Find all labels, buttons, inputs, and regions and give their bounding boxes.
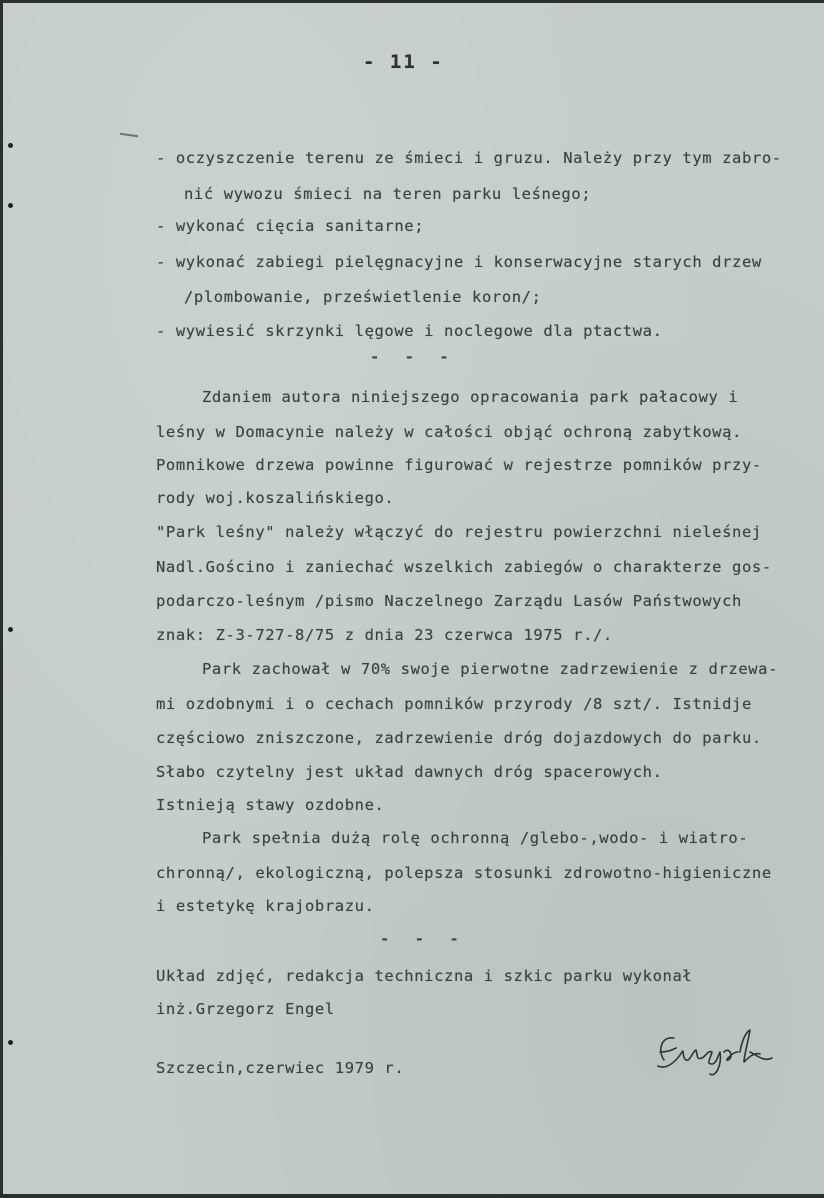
text-line: Park spełnia dużą rolę ochronną /glebo-,wodo- i wiatro- bbox=[202, 829, 749, 847]
page-number: - 11 - bbox=[363, 51, 444, 73]
text-line: Park zachował w 70% swoje pierwotne zadrzewienie z drzewa- bbox=[202, 660, 779, 678]
text-line: /plombowanie, prześwietlenie koron/; bbox=[184, 288, 542, 306]
handwritten-signature bbox=[650, 1022, 780, 1082]
text-line: - oczyszczenie terenu ze śmieci i gruzu. Należy przy tym zabro- bbox=[156, 149, 782, 167]
text-line: - wywiesić skrzynki lęgowe i noclegowe dla ptactwa. bbox=[156, 322, 663, 340]
text-line: inż.Grzegorz Engel bbox=[156, 1000, 335, 1018]
section-separator: - - - bbox=[380, 930, 467, 948]
text-line: chronną/, ekologiczną, polepsza stosunki zdrowotno-higieniczne bbox=[156, 864, 772, 882]
text-line: leśny w Domacynie należy w całości objąć ochroną zabytkową. bbox=[156, 423, 742, 441]
text-line: - wykonać zabiegi pielęgnacyjne i konserwacyjne starych drzew bbox=[156, 253, 762, 271]
scan-border-bottom bbox=[0, 1194, 824, 1198]
punch-hole-mark bbox=[8, 143, 13, 148]
text-line: Pomnikowe drzewa powinne figurować w rejestrze pomników przy- bbox=[156, 456, 762, 474]
text-line: mi ozdobnymi i o cechach pomników przyrody /8 szt/. Istnidje bbox=[156, 695, 752, 713]
text-line: - wykonać cięcia sanitarne; bbox=[156, 217, 425, 235]
text-line: Istnieją stawy ozdobne. bbox=[156, 796, 385, 814]
text-line: Układ zdjęć, redakcja techniczna i szkic parku wykonał bbox=[156, 967, 693, 985]
scan-border-top bbox=[0, 0, 824, 3]
text-line: "Park leśny" należy włączyć do rejestru powierzchni nieleśnej bbox=[156, 523, 762, 541]
text-line: podarczo-leśnym /pismo Naczelnego Zarządu Lasów Państwowych bbox=[156, 592, 742, 610]
punch-hole-mark bbox=[8, 627, 13, 632]
text-line: i estetykę krajobrazu. bbox=[156, 897, 375, 915]
section-separator: - - - bbox=[370, 348, 457, 366]
text-line: Szczecin,czerwiec 1979 r. bbox=[156, 1059, 405, 1077]
text-line: nić wywozu śmieci na teren parku leśnego; bbox=[184, 185, 592, 203]
text-line: Zdaniem autora niniejszego opracowania park pałacowy i bbox=[202, 388, 739, 406]
text-line: częściowo zniszczone, zadrzewienie dróg dojazdowych do parku. bbox=[156, 729, 762, 747]
text-line: znak: Z-3-727-8/75 z dnia 23 czerwca 1975 r./. bbox=[156, 626, 613, 644]
text-line: rody woj.koszalińskiego. bbox=[156, 489, 395, 507]
punch-hole-mark bbox=[8, 1040, 13, 1045]
text-line: Słabo czytelny jest układ dawnych dróg spacerowych. bbox=[156, 763, 663, 781]
pencil-mark bbox=[120, 133, 138, 137]
text-line: Nadl.Gościno i zaniechać wszelkich zabiegów o charakterze gos- bbox=[156, 558, 772, 576]
punch-hole-mark bbox=[8, 203, 13, 208]
scan-border-left bbox=[0, 0, 3, 1198]
